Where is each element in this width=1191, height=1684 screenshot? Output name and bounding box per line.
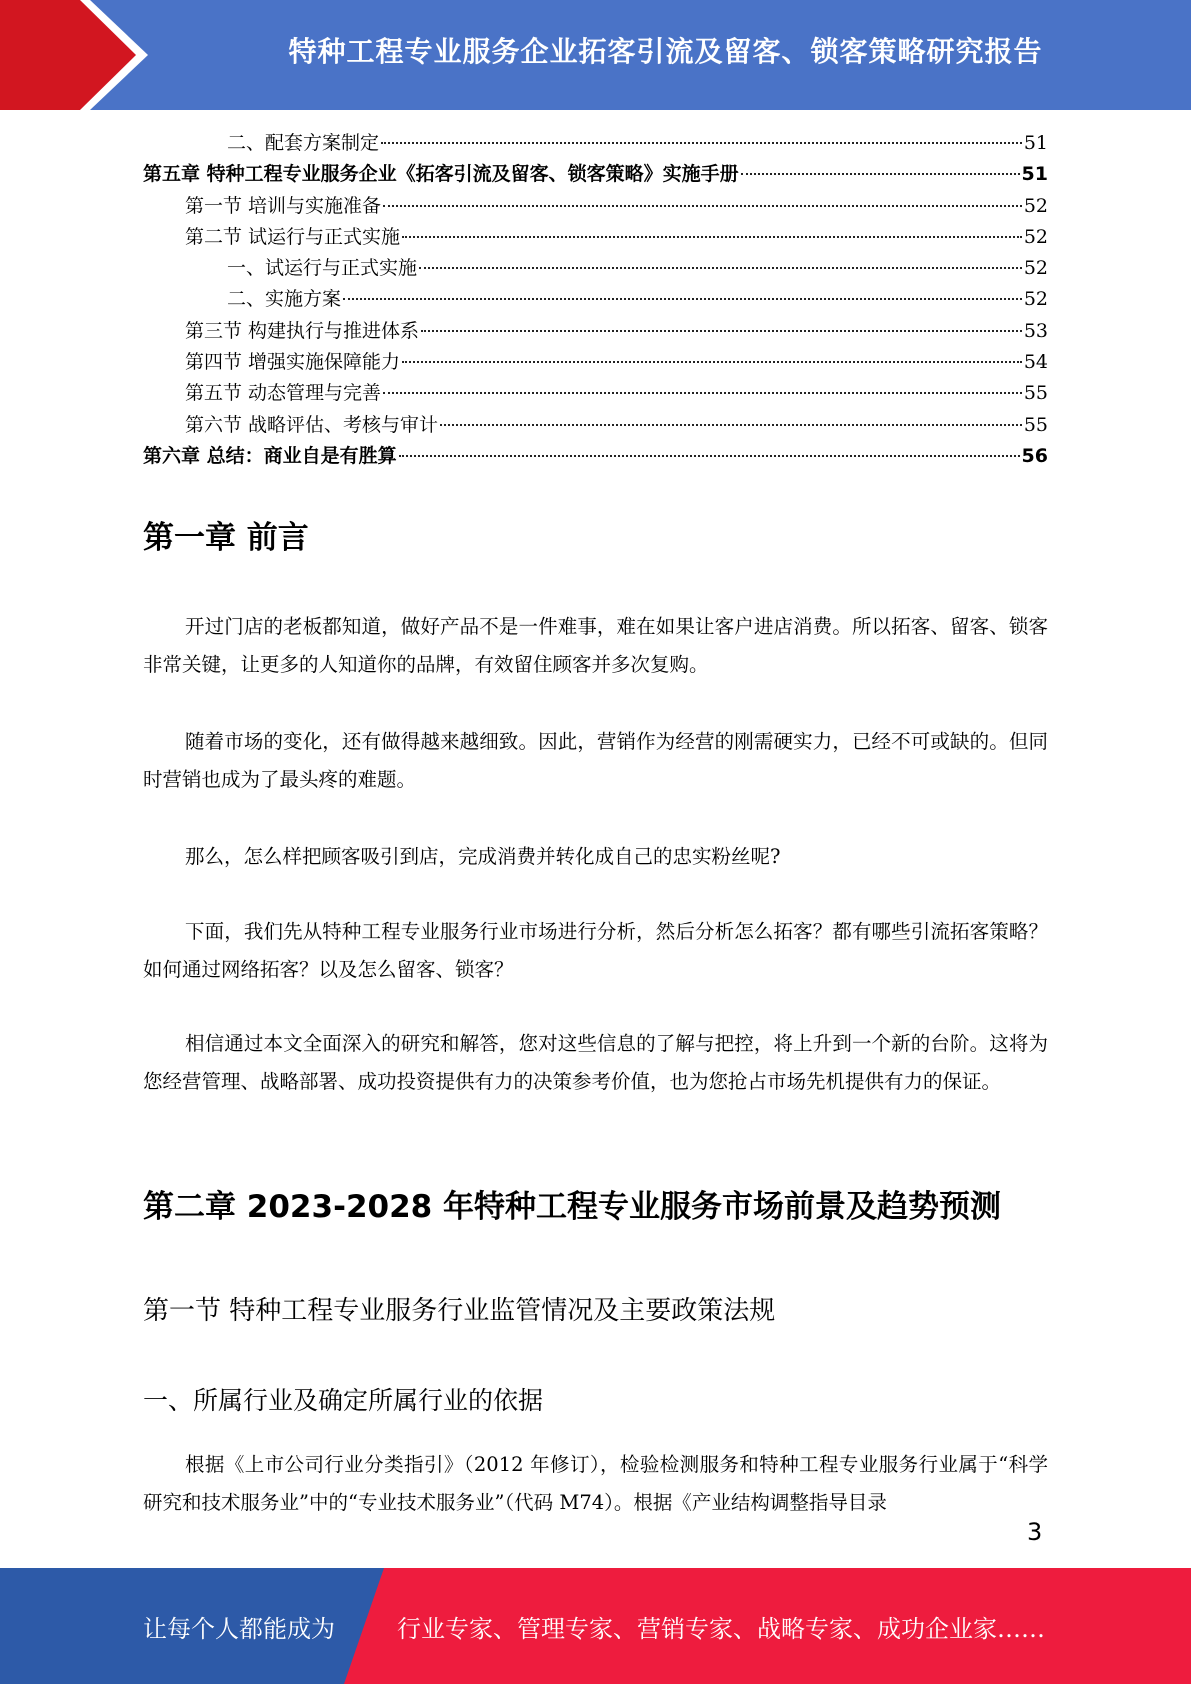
toc-dot-leader [383,392,1022,394]
toc-dot-leader [741,173,1020,175]
toc-dot-leader [402,361,1022,363]
toc-entry[interactable] [143,284,1048,315]
toc-entry-label: 第五节 动态管理与完善 [185,382,382,405]
toc-entry[interactable] [143,128,1048,159]
toc-entry-page: 51 [1023,132,1048,154]
footer-slogan-right: 行业专家、管理专家、营销专家、战略专家、成功企业家…… [397,1614,1045,1643]
toc-entry-label: 二、配套方案制定 [227,132,380,154]
toc-entry[interactable] [143,159,1048,190]
toc-entry[interactable] [143,347,1048,378]
toc-dot-leader [421,330,1022,332]
toc-entry-page: 54 [1023,351,1048,374]
toc-entry-label: 第三节 构建执行与推进体系 [185,319,420,342]
toc-entry-label: 第六章 总结：商业自是有胜算 [143,444,397,467]
toc-dot-leader [399,455,1020,457]
toc-entry-label: 第一节 培训与实施准备 [185,194,382,217]
toc-entry-page: 51 [1021,163,1048,186]
toc-dot-leader [383,205,1022,207]
toc-entry-label: 一、试运行与正式实施 [227,257,418,280]
subsection-heading: 一、所属行业及确定所属行业的依据 [143,1386,544,1415]
toc-entry-page: 55 [1023,413,1048,436]
toc-dot-leader [440,424,1022,426]
toc-entry-label: 第五章 特种工程专业服务企业《拓客引流及留客、锁客策略》实施手册 [143,163,739,186]
toc-entry[interactable] [143,441,1048,472]
toc-entry-page: 55 [1023,382,1048,405]
toc-entry-page: 52 [1023,257,1048,280]
toc-dot-leader [343,298,1022,300]
toc-entry-page: 52 [1023,225,1048,248]
paragraph: 根据《上市公司行业分类指引》（2012 年修订），检验检测服务和特种工程专业服务行业属于“科学研究和技术服务业”中的“专业技术服务业”（代码 M74）。根据《产业结构调整指导目录 [143,1453,1048,1514]
toc-entry-page: 56 [1021,444,1048,467]
toc-entry-page: 52 [1023,194,1048,217]
paragraph: 开过门店的老板都知道，做好产品不是一件难事，难在如果让客户进店消费。所以拓客、留客、锁客非常关键，让更多的人知道你的品牌，有效留住顾客并多次复购。 [143,615,1048,676]
paragraph: 那么，怎么样把顾客吸引到店，完成消费并转化成自己的忠实粉丝呢? [185,845,781,868]
red-arrow-decoration [0,0,150,110]
report-title: 特种工程专业服务企业拓客引流及留客、锁客策略研究报告 [288,35,1043,68]
toc-entry[interactable] [143,253,1048,284]
toc-entry-page: 53 [1023,319,1048,342]
table-of-contents [143,128,1048,472]
toc-entry[interactable] [143,191,1048,222]
toc-entry[interactable] [143,316,1048,347]
toc-dot-leader [381,142,1022,144]
toc-dot-leader [402,236,1022,238]
toc-entry[interactable] [143,410,1048,441]
page-number: 3 [1027,1518,1043,1546]
toc-entry-page: 52 [1023,288,1048,311]
paragraph: 随着市场的变化，还有做得越来越细致。因此，营销作为经营的刚需硬实力，已经不可或缺的。但同时营销也成为了最头疼的难题。 [143,730,1048,791]
paragraph: 相信通过本文全面深入的研究和解答，您对这些信息的了解与把控，将上升到一个新的台阶。这将为您经营管理、战略部署、成功投资提供有力的决策参考价值，也为您抢占市场先机提供有力的保证。 [143,1032,1048,1093]
footer-banner [0,1568,1191,1684]
toc-dot-leader [419,267,1022,269]
header-banner [0,0,1191,110]
chapter-2-heading: 第二章 2023-2028 年特种工程专业服务市场前景及趋势预测 [143,1189,1002,1225]
paragraph: 下面，我们先从特种工程专业服务行业市场进行分析，然后分析怎么拓客？都有哪些引流拓客策略？如何通过网络拓客？以及怎么留客、锁客？ [143,920,1048,981]
section-heading: 第一节 特种工程专业服务行业监管情况及主要政策法规 [143,1296,776,1326]
toc-entry[interactable] [143,222,1048,253]
footer-slogan-left: 让每个人都能成为 [143,1614,335,1643]
toc-entry-label: 第四节 增强实施保障能力 [185,351,401,374]
toc-entry-label: 第六节 战略评估、考核与审计 [185,413,439,436]
toc-entry-label: 二、实施方案 [227,288,342,311]
chapter-1-heading: 第一章 前言 [143,520,309,556]
toc-entry-label: 第二节 试运行与正式实施 [185,225,401,248]
toc-entry[interactable] [143,378,1048,409]
